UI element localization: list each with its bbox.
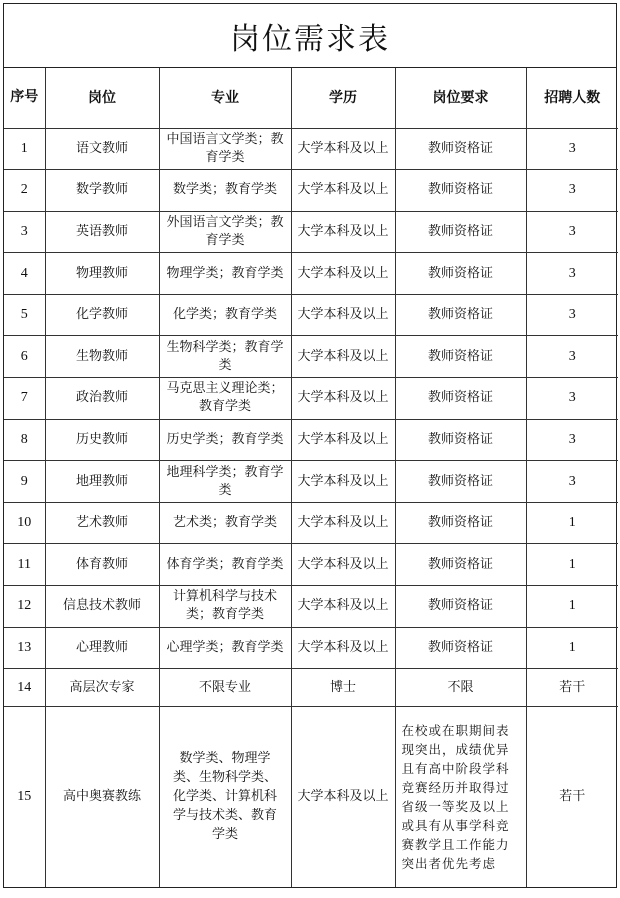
cell-major: 历史学类；教育学类 (159, 419, 291, 461)
cell-requirement: 教师资格证 (395, 170, 526, 212)
cell-count: 3 (526, 170, 618, 212)
cell-requirement: 教师资格证 (395, 211, 526, 253)
table-row (4, 336, 618, 378)
cell-position: 物理教师 (45, 253, 159, 295)
cell-index: 3 (4, 211, 45, 253)
cell-education: 大学本科及以上 (291, 253, 395, 295)
table-row (4, 669, 618, 707)
cell-index: 10 (4, 502, 45, 544)
cell-index: 5 (4, 294, 45, 336)
cell-index: 9 (4, 461, 45, 503)
cell-major: 化学类；教育学类 (159, 294, 291, 336)
table-row (4, 707, 618, 887)
cell-position: 艺术教师 (45, 502, 159, 544)
cell-requirement: 不限 (395, 669, 526, 707)
cell-major: 心理学类；教育学类 (159, 627, 291, 669)
cell-education: 大学本科及以上 (291, 211, 395, 253)
cell-position: 地理教师 (45, 461, 159, 503)
table-row (4, 128, 618, 170)
cell-requirement: 教师资格证 (395, 128, 526, 170)
cell-count: 3 (526, 294, 618, 336)
cell-count: 3 (526, 336, 618, 378)
header-education: 学历 (291, 68, 395, 128)
cell-position: 信息技术教师 (45, 586, 159, 628)
cell-requirement: 教师资格证 (395, 253, 526, 295)
cell-education: 大学本科及以上 (291, 419, 395, 461)
cell-major: 外国语言文学类；教育学类 (159, 211, 291, 253)
cell-position: 政治教师 (45, 378, 159, 420)
cell-education: 大学本科及以上 (291, 170, 395, 212)
cell-count: 1 (526, 544, 618, 586)
cell-index: 11 (4, 544, 45, 586)
header-count: 招聘人数 (526, 68, 618, 128)
cell-count: 若干 (526, 707, 618, 887)
cell-requirement: 在校或在职期间表现突出，成绩优异且有高中阶段学科竞赛经历并取得过省级一等奖及以上或具有从事学科竞赛教学且工作能力突出者优先考虑 (395, 707, 526, 887)
cell-major: 体育学类；教育学类 (159, 544, 291, 586)
cell-count: 3 (526, 419, 618, 461)
cell-education: 大学本科及以上 (291, 707, 395, 887)
cell-position: 高中奥赛教练 (45, 707, 159, 887)
cell-position: 化学教师 (45, 294, 159, 336)
cell-education: 大学本科及以上 (291, 128, 395, 170)
table-row (4, 461, 618, 503)
table-row (4, 502, 618, 544)
cell-major: 物理学类；教育学类 (159, 253, 291, 295)
cell-index: 6 (4, 336, 45, 378)
table-title: 岗位需求表 (4, 4, 616, 68)
cell-education: 博士 (291, 669, 395, 707)
cell-position: 高层次专家 (45, 669, 159, 707)
table-row (4, 294, 618, 336)
cell-requirement: 教师资格证 (395, 294, 526, 336)
cell-education: 大学本科及以上 (291, 378, 395, 420)
cell-count: 1 (526, 586, 618, 628)
table-row (4, 253, 618, 295)
header-major: 专业 (159, 68, 291, 128)
header-index: 序号 (4, 68, 45, 128)
cell-requirement: 教师资格证 (395, 336, 526, 378)
cell-index: 1 (4, 128, 45, 170)
cell-position: 英语教师 (45, 211, 159, 253)
cell-index: 13 (4, 627, 45, 669)
cell-count: 3 (526, 461, 618, 503)
cell-education: 大学本科及以上 (291, 586, 395, 628)
cell-education: 大学本科及以上 (291, 294, 395, 336)
cell-major: 艺术类；教育学类 (159, 502, 291, 544)
table-row (4, 211, 618, 253)
cell-requirement: 教师资格证 (395, 502, 526, 544)
job-requirements-table (4, 68, 618, 887)
cell-education: 大学本科及以上 (291, 544, 395, 586)
cell-index: 7 (4, 378, 45, 420)
cell-requirement: 教师资格证 (395, 627, 526, 669)
cell-position: 历史教师 (45, 419, 159, 461)
cell-position: 数学教师 (45, 170, 159, 212)
cell-position: 语文教师 (45, 128, 159, 170)
cell-major: 数学类、物理学类、生物科学类、化学类、计算机科学与技术类、教育学类 (159, 707, 291, 887)
cell-count: 1 (526, 502, 618, 544)
cell-requirement: 教师资格证 (395, 586, 526, 628)
job-requirements-sheet (3, 3, 617, 888)
cell-major: 中国语言文学类；教育学类 (159, 128, 291, 170)
cell-education: 大学本科及以上 (291, 627, 395, 669)
cell-education: 大学本科及以上 (291, 336, 395, 378)
cell-position: 体育教师 (45, 544, 159, 586)
table-row (4, 627, 618, 669)
cell-requirement: 教师资格证 (395, 419, 526, 461)
header-position: 岗位 (45, 68, 159, 128)
header-requirement: 岗位要求 (395, 68, 526, 128)
cell-count: 3 (526, 253, 618, 295)
cell-count: 3 (526, 128, 618, 170)
table-row (4, 378, 618, 420)
cell-count: 1 (526, 627, 618, 669)
cell-requirement: 教师资格证 (395, 461, 526, 503)
cell-count: 若干 (526, 669, 618, 707)
cell-index: 14 (4, 669, 45, 707)
cell-major: 马克思主义理论类；教育学类 (159, 378, 291, 420)
cell-index: 8 (4, 419, 45, 461)
cell-education: 大学本科及以上 (291, 502, 395, 544)
cell-major: 不限专业 (159, 669, 291, 707)
cell-count: 3 (526, 211, 618, 253)
cell-position: 生物教师 (45, 336, 159, 378)
table-row (4, 544, 618, 586)
table-row (4, 170, 618, 212)
cell-position: 心理教师 (45, 627, 159, 669)
cell-major: 地理科学类；教育学类 (159, 461, 291, 503)
cell-major: 生物科学类；教育学类 (159, 336, 291, 378)
cell-education: 大学本科及以上 (291, 461, 395, 503)
cell-index: 2 (4, 170, 45, 212)
table-row (4, 586, 618, 628)
cell-requirement: 教师资格证 (395, 544, 526, 586)
cell-major: 计算机科学与技术类；教育学类 (159, 586, 291, 628)
cell-major: 数学类；教育学类 (159, 170, 291, 212)
table-row (4, 419, 618, 461)
header-row (4, 68, 618, 128)
cell-index: 4 (4, 253, 45, 295)
cell-requirement: 教师资格证 (395, 378, 526, 420)
cell-index: 12 (4, 586, 45, 628)
cell-count: 3 (526, 378, 618, 420)
cell-index: 15 (4, 707, 45, 887)
